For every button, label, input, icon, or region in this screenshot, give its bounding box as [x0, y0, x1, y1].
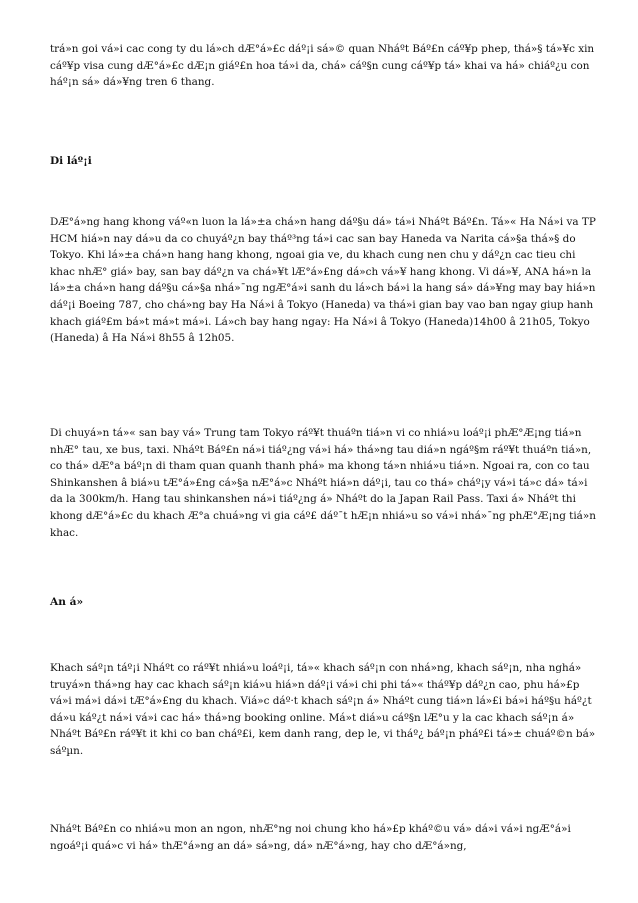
heading-di-lai: Di láº¡i [50, 155, 92, 167]
heading-an-o: An á» [50, 596, 84, 608]
paragraph-air-travel: DÆ°á»ng hang khong váº«n luon la lá»±a chá»n hang dáº§u dá» tá»i Nháºt Báº£n. Tá»« Ha Ná»i va TP HCM hiá»n nay dá»u da co chuyáº¿n bay tháº³ng tá»i cac san bay Haneda va Narita cá»§a thá»§ do Tokyo. Khi lá»±a chá»n hang hang khong, ngoai gia ve, du khach cung nen chu y dáº¿n cac tieu chi khac nhÆ° giá» bay, san bay dáº¿n va chá»¥t lÆ°á»£ng dá»ch vá»¥ hang khong. Vi dá»¥, ANA há»n la lá»±a chá»n hang dáº§u cá»§a nhá»¯ng ngÆ°á»i sanh du lá»ch bá»i la hang sá» dá»¥ng may bay hiá»n dáº¡i Boeing 787, cho chá»ng bay Ha Ná»i â Tokyo (Haneda) va thá»i gian bay vao ban ngay giup hanh khach giáº£m bá»t má»t má»i. Lá»ch bay hang ngay: Ha Ná»i â Tokyo (Haneda)14h00 â 21h05, Tokyo (Haneda) â Ha Ná»i 8h55 â 12h05. [50, 216, 596, 345]
paragraph-local-transport: Di chuyá»n tá»« san bay vá» Trung tam Tokyo ráº¥t thuáºn tiá»n vi co nhiá»u loáº¡i phÆ°Æ¡ng tiá»n nhÆ° tau, xe bus, taxi. Nháºt Báº£n ná»i tiáº¿ng vá»i há» thá»ng tau diá»n ngáº§m ráº¥t thuáºn tiá»n, co thá» dÆ°a báº¡n di tham quan quanh thanh phá» ma khong tá»n nhiá»u tiá»n. Ngoai ra, con co tau Shinkanshen â biá»u tÆ°á»£ng cá»§a nÆ°á»c Nháºt hiá»n dáº¡i, tau co thá» cháº¡y vá»i tá»c dá» tá»i da la 300km/h. Hang tau shinkanshen ná»i tiáº¿ng á» Nháºt do la Japan Rail Pass. Taxi á» Nháºt thi khong dÆ°á»£c du khach Æ°a chuá»ng vi gia cáº£ dáº¯t hÆ¡n nhiá»u so vá»i nhá»¯ng phÆ°Æ¡ng tiá»n khac. [50, 427, 596, 539]
paragraph-visa-intro: trá»n goi vá»i cac cong ty du lá»ch dÆ°á»£c dáº¡i sá»© quan Nháºt Báº£n cáº¥p phep, thá»§ tá»¥c xin cáº¥p visa cung dÆ°á»£c dÆ¡n giáº£n hoa tá»i da, chá» cáº§n cung cáº¥p tá» khai va há» chiáº¿u con háº¡n sá» dá»¥ng tren 6 thang. [50, 43, 595, 89]
paragraph-food: Nháºt Báº£n co nhiá»u mon an ngon, nhÆ°ng noi chung kho há»£p kháº©u vá» dá»i vá»i ngÆ°á»i ngoáº¡i quá»c vi há» thÆ°á»ng an dá» sá»ng, dá» nÆ°á»ng, hay cho dÆ°á»ng, [50, 823, 571, 852]
paragraph-hotels: Khach sáº¡n táº¡i Nháºt co ráº¥t nhiá»u loáº¡i, tá»« khach sáº¡n con nhá»ng, khach sáº¡n, nha nghá» truyá»n thá»ng hay cac khach sáº¡n kiá»u hiá»n dáº¡i vá»i chi phi tá»« tháº¥p dáº¿n cao, phu há»£p vá»i má»i dá»i tÆ°á»£ng du khach. Viá»c dáº·t khach sáº¡n á» Nháºt cung tiá»n lá»£i bá»i háº§u háº¿t dá»u káº¿t ná»i vá»i cac há» thá»ng booking online. Má»t diá»u cáº§n lÆ°u y la cac khach sáº¡n á» Nháºt Báº£n ráº¥t it khi co ban cháº£i, kem danh rang, dep le, vi tháº¿ báº¡n pháº£i tá»± chuáº©n bá» sáºµn. [50, 662, 596, 757]
